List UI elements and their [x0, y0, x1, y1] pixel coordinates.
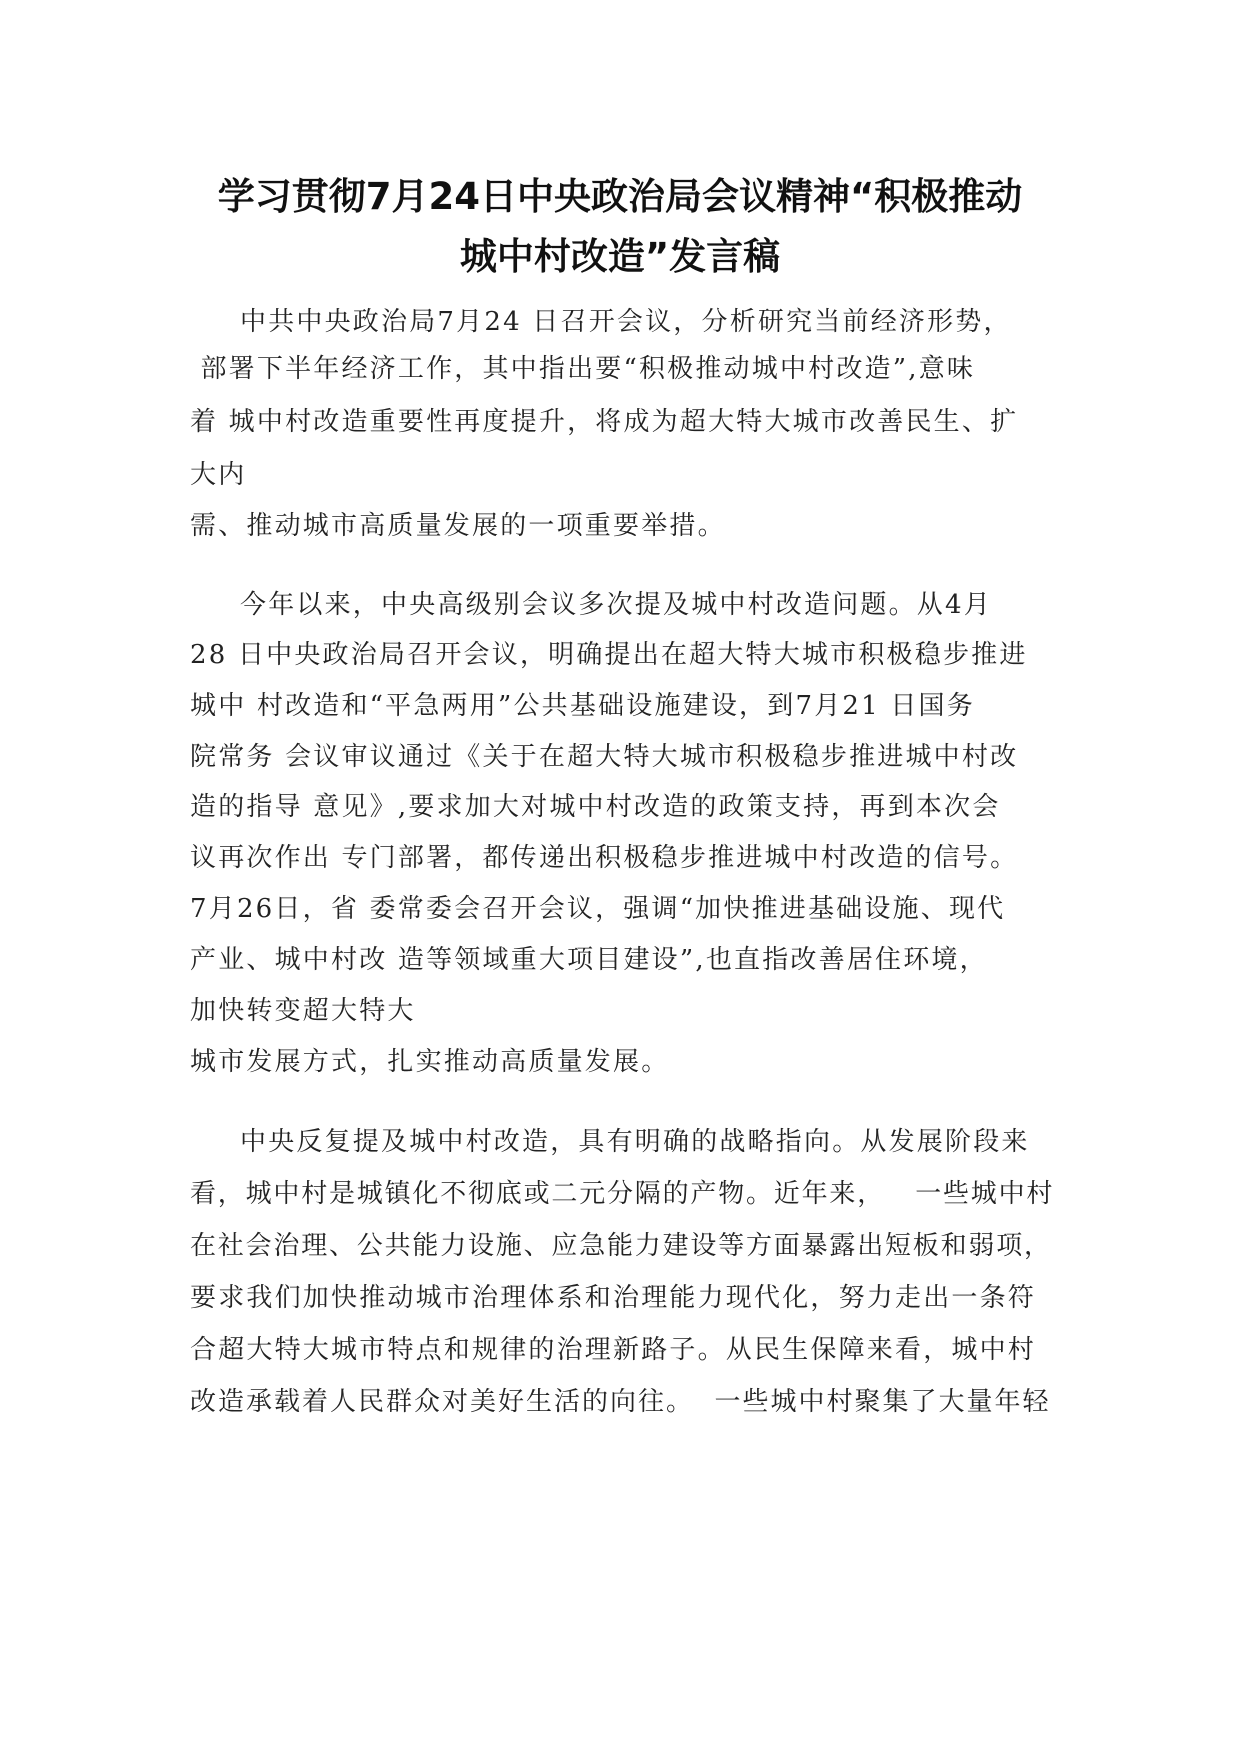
paragraph-3-line-3: 在社会治理、公共能力设施、应急能力建设等方面暴露出短板和弱项， [190, 1231, 1052, 1261]
paragraph-2-line-2: 28 日中央政治局召开会议，明确提出在超大特大城市积极稳步推进 [190, 640, 1028, 670]
paragraph-2-line-10: 城市发展方式，扎实推动高质量发展。 [190, 1047, 670, 1077]
paragraph-3-line-5: 合超大特大城市特点和规律的治理新路子。从民生保障来看，城中村 [190, 1335, 1037, 1365]
paragraph-3-line-1: 中央反复提及城中村改造，具有明确的战略指向。从发展阶段来 [240, 1127, 1030, 1157]
paragraph-1-line-4: 大内 [190, 460, 247, 490]
paragraph-2-line-3: 城中 村改造和“平急两用”公共基础设施建设，到7月21 日国务 [190, 691, 975, 721]
paragraph-2-line-4: 院常务 会议审议通过《关于在超大特大城市积极稳步推进城中村改 [190, 742, 1019, 772]
paragraph-3-line-4: 要求我们加快推动城市治理体系和治理能力现代化，努力走出一条符 [190, 1283, 1037, 1313]
paragraph-1-line-2: 部署下半年经济工作，其中指出要“积极推动城中村改造”,意味 [190, 354, 976, 384]
paragraph-2-line-1: 今年以来，中央高级别会议多次提及城中村改造问题。从4月 [240, 590, 992, 620]
paragraph-2-line-5: 造的指导 意见》,要求加大对城中村改造的政策支持，再到本次会 [190, 792, 1001, 822]
paragraph-3-line-6: 改造承载着人民群众对美好生活的向往。 一些城中村聚集了大量年轻 [190, 1387, 1051, 1417]
paragraph-1-line-3: 着 城中村改造重要性再度提升，将成为超大特大城市改善民生、扩 [190, 407, 1019, 437]
paragraph-2-line-7: 7月26日，省 委常委会召开会议，强调“加快推进基础设施、现代 [190, 894, 1006, 924]
paragraph-2-line-9: 加快转变超大特大 [190, 996, 416, 1026]
paragraph-1-line-5: 需、推动城市高质量发展的一项重要举措。 [190, 511, 726, 541]
paragraph-1-line-1: 中共中央政治局7月24 日召开会议，分析研究当前经济形势， [240, 307, 1012, 337]
paragraph-2-line-6: 议再次作出 专门部署，都传递出积极稳步推进城中村改造的信号。 [190, 843, 1019, 873]
paragraph-3-line-2: 看，城中村是城镇化不彻底或二元分隔的产物。近年来， 一些城中村 [190, 1179, 1055, 1209]
paragraph-2-line-8: 产业、城中村改 造等领域重大项目建设”,也直指改善居住环境， [190, 945, 988, 975]
document-title-line-1: 学习贯彻7月24日中央政治局会议精神“积极推动 [217, 175, 1023, 218]
document-title-line-2: 城中村改造”发言稿 [459, 235, 781, 278]
